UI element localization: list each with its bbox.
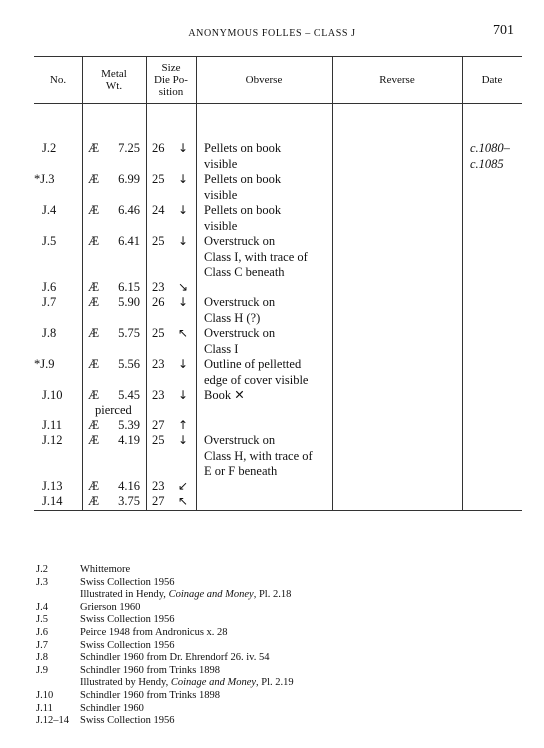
catalogue-number: J.7	[42, 295, 57, 309]
obverse-line: visible	[204, 156, 238, 171]
die-position-arrow-icon: ↙	[177, 479, 189, 493]
weight: 6.41	[118, 234, 140, 248]
obverse-line: Overstruck on	[204, 295, 276, 309]
note-text: Grierson 1960	[80, 601, 141, 613]
catalogue-number: *J.3	[34, 172, 55, 186]
size: 26	[152, 141, 165, 155]
obverse-line: Pellets on book	[204, 141, 282, 155]
note-line	[36, 690, 294, 703]
date-line: c.1085	[470, 156, 504, 171]
weight: 6.15	[118, 280, 140, 294]
die-position-arrow-icon: ↓	[177, 357, 189, 371]
column-header-metal-line: Metal	[101, 68, 127, 80]
catalogue-number: J.6	[42, 280, 57, 294]
size: 27	[152, 494, 165, 508]
metal: Æ	[88, 141, 100, 155]
weight: 6.46	[118, 203, 140, 217]
catalogue-number: J.8	[42, 326, 57, 340]
weight: 5.75	[118, 326, 140, 340]
catalogue-number: J.12	[42, 433, 63, 447]
obverse-line: Pellets on book	[204, 203, 282, 217]
note-text: Schindler 1960 from Trinks 1898	[80, 664, 221, 676]
column-header-reverse: Reverse	[379, 74, 415, 86]
note-line	[36, 703, 294, 716]
note-text: Schindler 1960 from Trinks 1898	[80, 689, 221, 701]
note-ref: J.7	[36, 639, 48, 651]
column-divider	[146, 56, 147, 510]
metal: Æ	[88, 357, 100, 371]
size: 25	[152, 172, 165, 186]
note-ref: J.2	[36, 564, 48, 575]
column-divider	[82, 56, 83, 510]
size: 25	[152, 234, 165, 248]
size: 27	[152, 418, 165, 432]
column-header-metal	[82, 68, 146, 92]
size: 23	[152, 280, 165, 294]
note-line	[36, 665, 294, 678]
metal: Æ	[88, 326, 100, 340]
running-title: ANONYMOUS FOLLES – CLASS J	[188, 28, 356, 39]
metal: Æ	[88, 494, 100, 508]
die-position-arrow-icon: ↓	[177, 433, 189, 447]
note-ref: J.9	[36, 664, 48, 676]
weight: 5.45	[118, 388, 140, 402]
catalogue-number: J.2	[42, 141, 57, 155]
column-header-obverse: Obverse	[245, 74, 283, 86]
date-line: c.1080–	[470, 141, 510, 155]
column-header-date: Date	[481, 74, 503, 86]
obverse-line: visible	[204, 218, 238, 233]
metal: Æ	[88, 388, 100, 402]
obverse-line: Overstruck on	[204, 326, 276, 340]
note-title: Coinage and Money	[168, 589, 254, 601]
date-range	[470, 141, 510, 172]
note-ref: J.5	[36, 614, 48, 626]
metal: Æ	[88, 479, 100, 493]
catalogue-number: J.11	[42, 418, 63, 432]
obverse-line: Class C beneath	[204, 265, 285, 279]
obverse-line: E or F beneath	[204, 464, 278, 478]
obverse-line: visible	[204, 187, 238, 202]
weight: 5.56	[118, 357, 140, 371]
catalogue-number: J.10	[42, 388, 63, 402]
note-text: Schindler 1960	[80, 702, 144, 714]
weight: 5.39	[118, 418, 140, 432]
note-ref: J.11	[36, 702, 53, 714]
die-position-arrow-icon: ↓	[177, 141, 189, 155]
page-number: 701	[493, 23, 514, 38]
note-ref: J.4	[36, 601, 48, 613]
note-line	[36, 627, 294, 640]
metal: Æ	[88, 234, 100, 248]
obverse-text	[204, 295, 275, 326]
die-position-arrow-icon: ↓	[177, 172, 189, 186]
catalogue-number: J.4	[42, 203, 57, 217]
obverse-text	[204, 388, 245, 404]
size: 23	[152, 388, 165, 402]
column-header-size-line: Die Po-	[154, 74, 188, 86]
size: 26	[152, 295, 165, 309]
metal: Æ	[88, 280, 100, 294]
size: 24	[152, 203, 165, 217]
note-ref: J.12–14	[36, 715, 69, 727]
note-line	[36, 640, 294, 653]
column-header-size-line: Size	[161, 62, 181, 74]
obverse-text	[204, 326, 275, 357]
note-ref: J.10	[36, 689, 54, 701]
weight: 4.19	[118, 433, 140, 447]
obverse-line: Class H, with trace of	[204, 448, 313, 463]
provenance-notes	[36, 564, 294, 728]
obverse-text	[204, 433, 313, 480]
catalogue-number: *J.9	[34, 357, 55, 371]
obverse-line: Overstruck on	[204, 433, 276, 447]
obverse-line: Class I	[204, 341, 239, 356]
metal: Æ	[88, 203, 100, 217]
table-top-rule	[34, 56, 522, 57]
note-line	[36, 564, 294, 577]
obverse-line: Class H (?)	[204, 310, 261, 325]
note-text: Peirce 1948 from Andronicus x. 28	[80, 626, 228, 638]
column-header-no: No.	[49, 74, 67, 86]
die-position-arrow-icon: ↖	[177, 494, 189, 508]
obverse-line: Pellets on book	[204, 172, 282, 186]
obverse-text	[204, 172, 281, 203]
note-text-part: , Pl. 2.18	[253, 589, 292, 601]
obverse-text	[204, 203, 281, 234]
die-position-arrow-icon: ↓	[177, 388, 189, 402]
metal: Æ	[88, 433, 100, 447]
pierced-note: pierced	[95, 403, 132, 417]
die-position-arrow-icon: ↘	[177, 280, 189, 294]
size: 23	[152, 479, 165, 493]
note-ref: J.6	[36, 626, 48, 638]
obverse-text	[204, 141, 281, 172]
obverse-line: edge of cover visible	[204, 372, 309, 387]
note-line	[36, 602, 294, 615]
weight: 5.90	[118, 295, 140, 309]
size: 25	[152, 433, 165, 447]
note-text-part: Illustrated by Hendy,	[80, 677, 171, 689]
column-divider	[196, 56, 197, 510]
column-header-metal-line: Wt.	[105, 80, 123, 92]
metal: Æ	[88, 295, 100, 309]
obverse-line: Overstruck on	[204, 234, 276, 248]
obverse-line: Outline of pelletted	[204, 357, 302, 371]
note-text: Whittemore	[80, 564, 131, 575]
die-position-arrow-icon: ↓	[177, 295, 189, 309]
catalogue-number: J.14	[42, 494, 63, 508]
note-ref: J.8	[36, 652, 48, 664]
note-line	[36, 715, 294, 728]
column-divider	[462, 56, 463, 510]
size: 25	[152, 326, 165, 340]
size: 23	[152, 357, 165, 371]
weight: 3.75	[118, 494, 140, 508]
weight: 7.25	[118, 141, 140, 155]
note-text: Swiss Collection 1956	[80, 715, 175, 727]
weight: 6.99	[118, 172, 140, 186]
note-text	[80, 589, 291, 600]
metal: Æ	[88, 172, 100, 186]
die-position-arrow-icon: ↓	[177, 234, 189, 248]
weight: 4.16	[118, 479, 140, 493]
obverse-line: Book ✕	[204, 388, 245, 402]
note-text: Swiss Collection 1956	[80, 614, 175, 626]
obverse-text	[204, 234, 308, 281]
catalogue-number: J.5	[42, 234, 57, 248]
table-bottom-rule	[34, 510, 522, 511]
obverse-line: Class I, with trace of	[204, 249, 308, 264]
note-text: Swiss Collection 1956	[80, 639, 175, 651]
note-text-part: , Pl. 2.19	[256, 677, 294, 689]
note-line	[36, 677, 294, 690]
note-text: Swiss Collection 1956	[80, 576, 175, 588]
die-position-arrow-icon: ↓	[177, 203, 189, 217]
note-line	[36, 589, 294, 602]
note-text: Schindler 1960 from Dr. Ehrendorf 26. iv. 54	[80, 652, 270, 664]
column-header-size-line: sition	[158, 86, 184, 98]
obverse-text	[204, 357, 308, 388]
die-position-arrow-icon: ↑	[177, 418, 189, 432]
column-divider	[332, 56, 333, 510]
table-header-rule	[34, 103, 522, 104]
catalogue-number: J.13	[42, 479, 63, 493]
metal: Æ	[88, 418, 100, 432]
note-line	[36, 614, 294, 627]
die-position-arrow-icon: ↖	[177, 326, 189, 340]
column-header-size	[146, 62, 196, 98]
note-line	[36, 577, 294, 590]
note-text	[80, 677, 294, 688]
note-text-part: Illustrated in Hendy,	[80, 589, 169, 601]
note-line	[36, 652, 294, 665]
note-title: Coinage and Money	[170, 677, 257, 689]
note-ref: J.3	[36, 576, 48, 588]
